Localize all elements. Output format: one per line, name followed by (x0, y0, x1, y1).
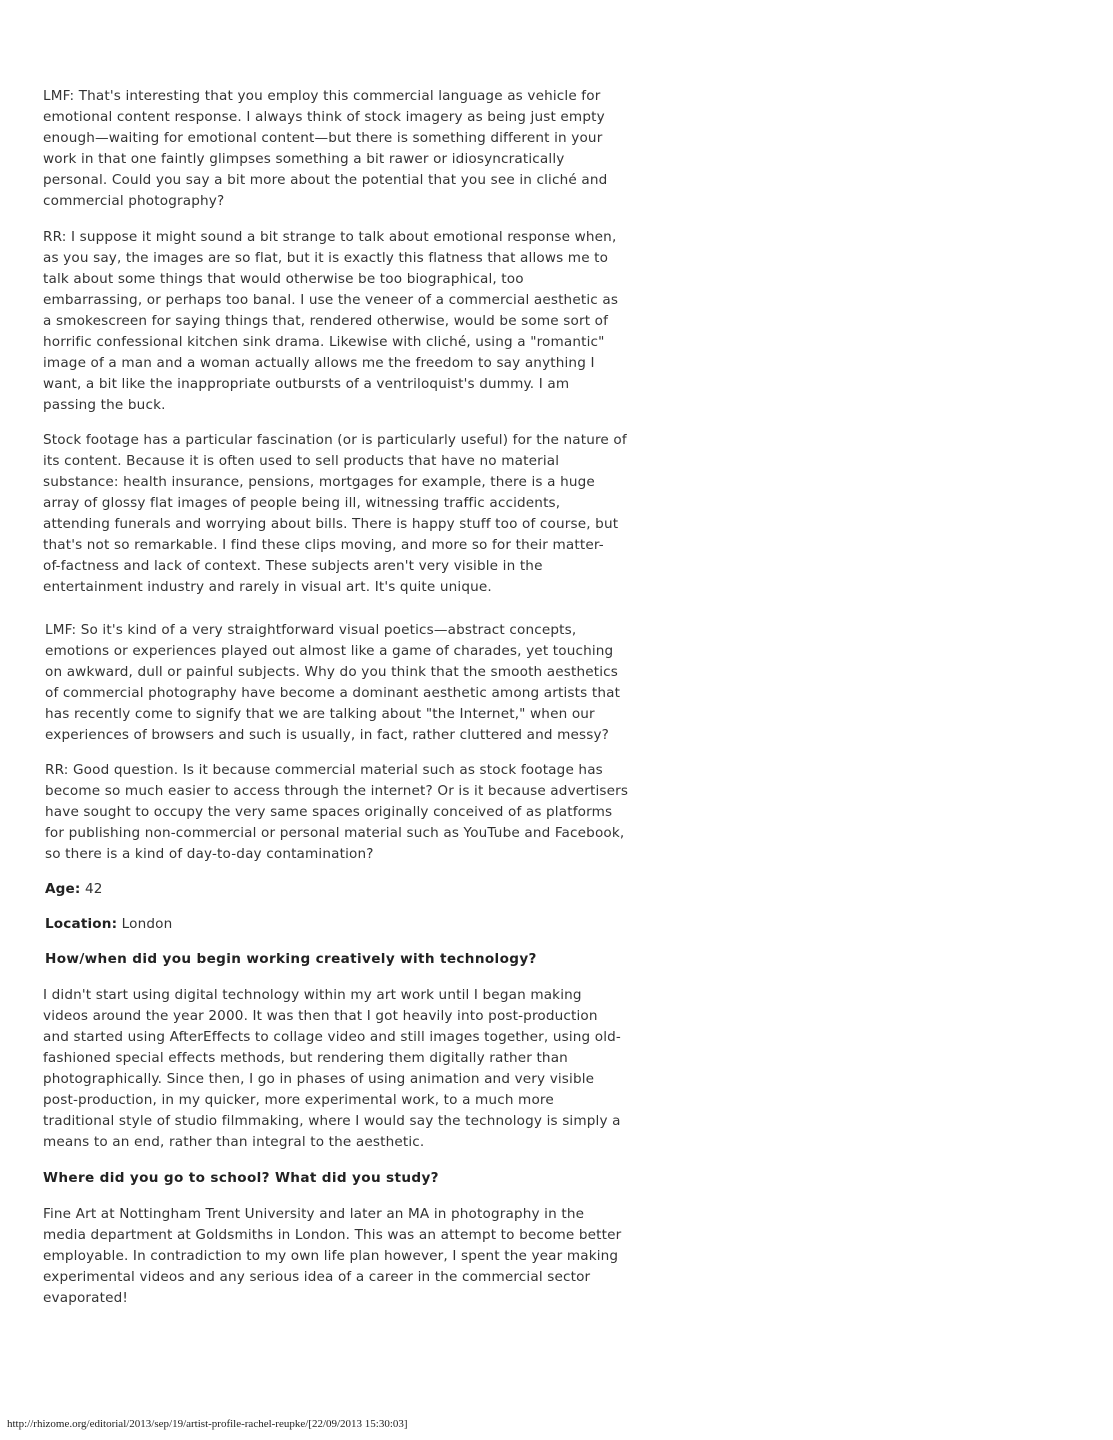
text-line: substance: health insurance, pensions, mortgages for example, there is a huge (43, 474, 595, 490)
question-technology (45, 949, 537, 970)
text-line: media department at Goldsmiths in London. This was an attempt to become better (43, 1227, 622, 1243)
text-line: so there is a kind of day-to-day contamination? (45, 846, 374, 862)
paragraph-rr-2 (43, 430, 627, 598)
location-value: London (117, 916, 173, 932)
text-line: personal. Could you say a bit more about the potential that you see in cliché and (43, 172, 608, 188)
print-footer-url: http://rhizome.org/editorial/2013/sep/19/artist-profile-rachel-reupke/[22/09/2013 15:30:03] (7, 1418, 408, 1430)
text-line: LMF: That's interesting that you employ this commercial language as vehicle for (43, 88, 601, 104)
answer-school (43, 1204, 621, 1309)
text-line: for publishing non-commercial or personal material such as YouTube and Facebook, (45, 825, 625, 841)
text-line: attending funerals and worrying about bills. There is happy stuff too of course, but (43, 516, 619, 532)
text-line: emotional content response. I always think of stock imagery as being just empty (43, 109, 605, 125)
text-line: RR: I suppose it might sound a bit strange to talk about emotional response when, (43, 229, 617, 245)
text-line: experiences of browsers and such is usually, in fact, rather cluttered and messy? (45, 727, 610, 743)
question-heading: Where did you go to school? What did you study? (43, 1170, 439, 1186)
text-line: LMF: So it's kind of a very straightforward visual poetics—abstract concepts, (45, 622, 577, 638)
text-line: of commercial photography have become a dominant aesthetic among artists that (45, 685, 621, 701)
text-line: emotions or experiences played out almost like a game of charades, yet touching (45, 643, 614, 659)
text-line: photographically. Since then, I go in phases of using animation and very visible (43, 1071, 595, 1087)
text-line: videos around the year 2000. It was then that I got heavily into post-production (43, 1008, 598, 1024)
answer-technology (43, 985, 621, 1153)
text-line: as you say, the images are so flat, but it is exactly this flatness that allows me to (43, 250, 609, 266)
text-line: enough—waiting for emotional content—but there is something different in your (43, 130, 603, 146)
text-line: fashioned special effects methods, but rendering them digitally rather than (43, 1050, 568, 1066)
text-line: have sought to occupy the very same spaces originally conceived of as platforms (45, 804, 613, 820)
text-line: employable. In contradiction to my own life plan however, I spent the year making (43, 1248, 619, 1264)
text-line: of-factness and lack of context. These subjects aren't very visible in the (43, 558, 543, 574)
text-line: evaporated! (43, 1290, 129, 1306)
text-line: post-production, in my quicker, more experimental work, to a much more (43, 1092, 554, 1108)
text-line: a smokescreen for saying things that, rendered otherwise, would be some sort of (43, 313, 609, 329)
text-line: passing the buck. (43, 397, 166, 413)
paragraph-lmf-1 (43, 86, 607, 212)
text-line: entertainment industry and rarely in visual art. It's quite unique. (43, 579, 492, 595)
text-line: its content. Because it is often used to sell products that have no material (43, 453, 560, 469)
text-line: talk about some things that would otherwise be too biographical, too (43, 271, 524, 287)
profile-age (45, 879, 103, 900)
text-line: on awkward, dull or painful subjects. Why do you think that the smooth aesthetics (45, 664, 619, 680)
text-line: Stock footage has a particular fascination (or is particularly useful) for the nature of (43, 432, 627, 448)
text-line: experimental videos and any serious idea of a career in the commercial sector (43, 1269, 591, 1285)
text-line: array of glossy flat images of people being ill, witnessing traffic accidents, (43, 495, 561, 511)
age-value: 42 (80, 881, 103, 897)
paragraph-rr-1 (43, 227, 618, 416)
text-line: horrific confessional kitchen sink drama. Likewise with cliché, using a "romantic" (43, 334, 605, 350)
text-line: want, a bit like the inappropriate outbursts of a ventriloquist's dummy. I am (43, 376, 570, 392)
text-line: that's not so remarkable. I find these clips moving, and more so for their matter- (43, 537, 604, 553)
text-line: means to an end, rather than integral to the aesthetic. (43, 1134, 425, 1150)
paragraph-rr-3 (45, 760, 628, 865)
text-line: has recently come to signify that we are talking about "the Internet," when our (45, 706, 595, 722)
paragraph-lmf-2 (45, 620, 620, 746)
question-heading: How/when did you begin working creatively with technology? (45, 951, 537, 967)
location-label: Location: (45, 916, 118, 932)
text-line: become so much easier to access through the internet? Or is it because advertisers (45, 783, 629, 799)
text-line: traditional style of studio filmmaking, where I would say the technology is simply a (43, 1113, 621, 1129)
text-line: work in that one faintly glimpses something a bit rawer or idiosyncratically (43, 151, 565, 167)
text-line: I didn't start using digital technology within my art work until I began making (43, 987, 582, 1003)
text-line: RR: Good question. Is it because commercial material such as stock footage has (45, 762, 603, 778)
question-school (43, 1168, 439, 1189)
profile-location (45, 914, 172, 935)
age-label: Age: (45, 881, 81, 897)
text-line: image of a man and a woman actually allows me the freedom to say anything I (43, 355, 595, 371)
text-line: and started using AfterEffects to collage video and still images together, using old- (43, 1029, 621, 1045)
text-line: commercial photography? (43, 193, 225, 209)
text-line: embarrassing, or perhaps too banal. I use the veneer of a commercial aesthetic as (43, 292, 619, 308)
text-line: Fine Art at Nottingham Trent University and later an MA in photography in the (43, 1206, 585, 1222)
